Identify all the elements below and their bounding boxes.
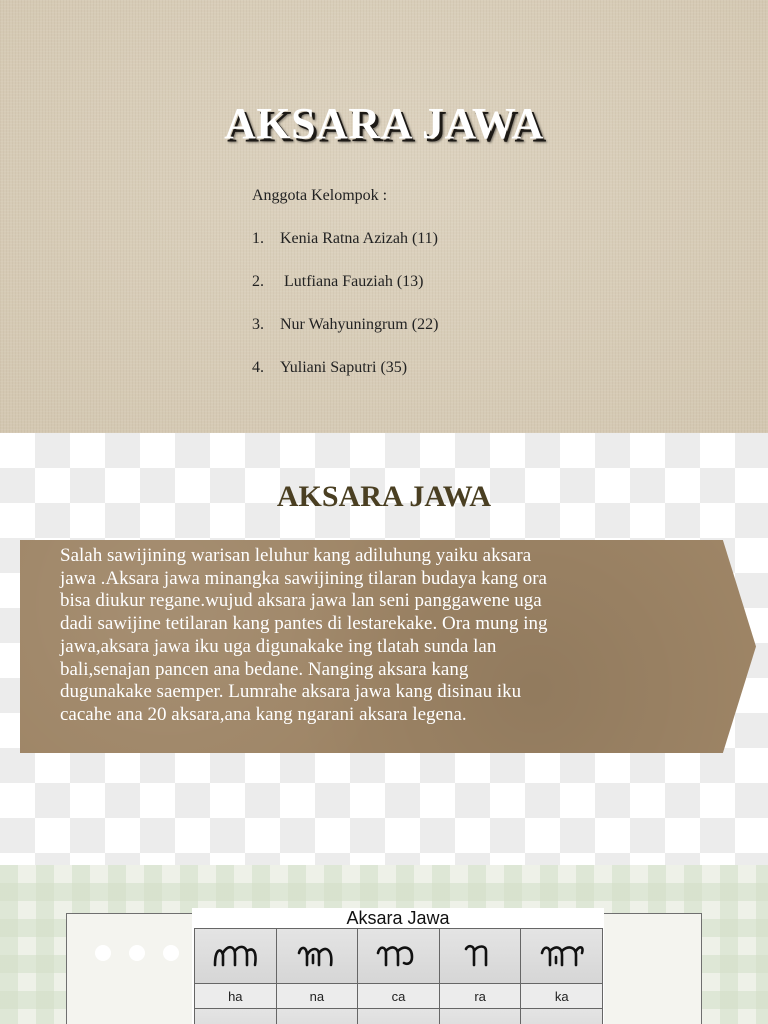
- glyph-icon: [372, 1014, 424, 1024]
- glyph-cell: [521, 1009, 603, 1024]
- title-slide: [0, 0, 768, 433]
- title-slide-heading: AKSARA JAWA: [224, 99, 544, 148]
- member-list: [252, 187, 439, 376]
- glyph-icon: [291, 1014, 343, 1024]
- dot-icon: [129, 945, 145, 961]
- glyph-cell: [277, 1009, 359, 1024]
- intro-paragraph: Salah sawijining warisan leluhur kang adiluhung yaiku aksara jawa .Aksara jawa minangka sawijining tilaran budaya kang ora bisa diukur regane.wujud aksara jawa lan seni panggawene uga dadi sawijine tetilaran kang pantes di lestarekake. Ora mung ing jawa,aksara jawa iku uga digunakake ing tlatah sunda lan bali,senajan pancen ana bedane. Nanging aksara kang dugunakake saemper. Lumrahe aksara jawa kang disinau iku cacahe ana 20 aksara,ana kang ngarani aksara legena.: [60, 545, 548, 725]
- glyph-icon: [209, 1014, 261, 1024]
- glyph-icon: [536, 1014, 588, 1024]
- member-name: Yuliani Saputri (35): [280, 359, 408, 376]
- glyph-cell: [440, 1009, 522, 1024]
- aksara-table-slide: [0, 865, 768, 1024]
- glyph-na-icon: [291, 941, 343, 971]
- member-item: [252, 230, 438, 248]
- member-item: [252, 359, 407, 377]
- member-name: Lutfiana Fauziah (13): [280, 273, 424, 290]
- glyph-ha-icon: [209, 941, 261, 971]
- aksara-grid: [194, 928, 603, 1024]
- member-number: 2.: [252, 273, 264, 290]
- member-item: [252, 273, 424, 291]
- glyph-cell: [358, 1009, 440, 1024]
- member-name: Nur Wahyuningrum (22): [280, 316, 439, 333]
- glyph-ha-cell: [195, 929, 277, 984]
- glyph-ka-cell: [521, 929, 603, 984]
- member-number: 3.: [252, 316, 264, 333]
- glyph-ra-icon: [454, 941, 506, 971]
- glyph-ca-icon: [372, 941, 424, 971]
- member-number: 4.: [252, 359, 264, 376]
- glyph-ca-cell: [358, 929, 440, 984]
- glyph-ra-cell: [440, 929, 522, 984]
- intro-slide-heading: AKSARA JAWA: [276, 480, 492, 513]
- dot-icon: [95, 945, 111, 961]
- latin-label: na: [277, 984, 359, 1009]
- dot-icon: [163, 945, 179, 961]
- aksara-jawa-image: [192, 908, 604, 1024]
- glyph-na-cell: [277, 929, 359, 984]
- glyph-ka-icon: [536, 941, 588, 971]
- latin-label: ha: [195, 984, 277, 1009]
- glyph-cell: [195, 1009, 277, 1024]
- latin-label: ca: [358, 984, 440, 1009]
- decorative-dots: [95, 945, 179, 961]
- member-list-heading: Anggota Kelompok :: [252, 187, 388, 204]
- latin-label: ka: [521, 984, 603, 1009]
- aksara-table-title: Aksara Jawa: [346, 908, 450, 928]
- latin-label: ra: [440, 984, 522, 1009]
- member-item: [252, 316, 438, 334]
- member-number: 1.: [252, 230, 264, 247]
- member-name: Kenia Ratna Azizah (11): [280, 230, 439, 247]
- intro-slide: [0, 433, 768, 865]
- glyph-icon: [454, 1014, 506, 1024]
